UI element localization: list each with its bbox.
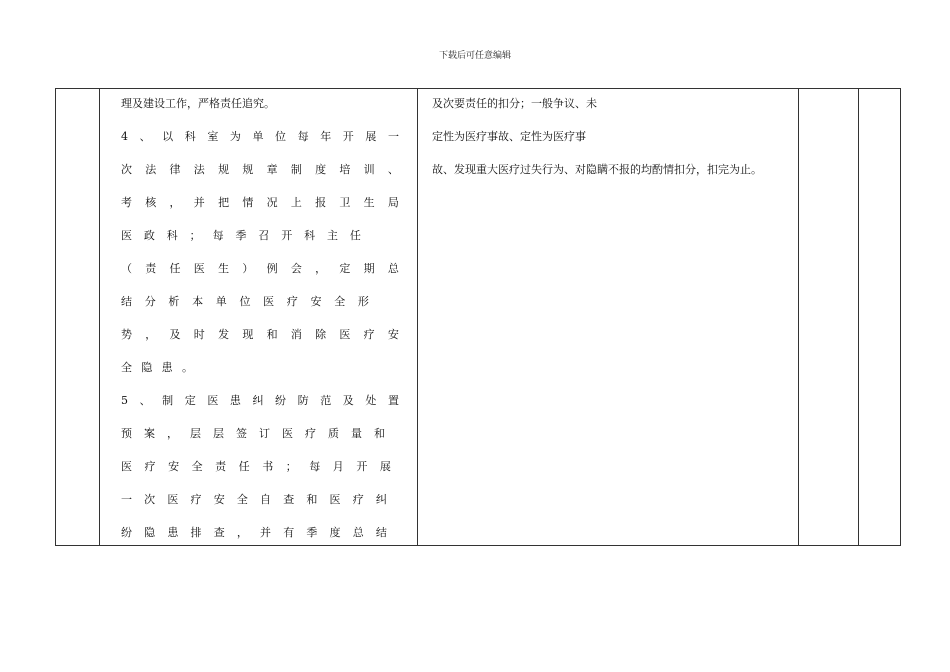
text-line bbox=[121, 527, 401, 560]
justified-text: 结 分 析 本 单 位 医 疗 安 全 形 bbox=[121, 295, 369, 308]
text-line bbox=[121, 362, 401, 395]
justified-text: 4 、 以 科 室 为 单 位 每 年 开 展 一 bbox=[121, 130, 399, 143]
justified-text: 医 政 科 ； 每 季 召 开 科 主 任 bbox=[121, 229, 361, 242]
text-line: 故、发现重大医疗过失行为、对隐瞒不报的均酌情扣分，扣完为止。 bbox=[432, 163, 762, 176]
column-divider bbox=[417, 89, 418, 545]
justified-text: 医 疗 安 全 责 任 书 ； 每 月 开 展 bbox=[121, 460, 391, 473]
column-divider bbox=[99, 89, 100, 545]
column-divider bbox=[858, 89, 859, 545]
justified-text: 纷 隐 患 排 查 ， 并 有 季 度 总 结 bbox=[121, 526, 387, 539]
text-line bbox=[121, 164, 401, 197]
text-line bbox=[121, 461, 401, 494]
justified-text: 全 隐 患 。 bbox=[121, 361, 193, 374]
justified-text: 考 核 ， 并 把 情 况 上 报 卫 生 局 bbox=[121, 196, 399, 209]
justified-text: 一 次 医 疗 安 全 自 查 和 医 疗 纠 bbox=[121, 493, 387, 506]
header-note: 下载后可任意编辑 bbox=[438, 51, 511, 61]
text-line bbox=[121, 197, 401, 230]
justified-text: 次 法 律 法 规 规 章 制 度 培 训 、 bbox=[121, 163, 399, 176]
text-line bbox=[121, 296, 401, 329]
justified-text: 5 、 制 定 医 患 纠 纷 防 范 及 处 置 bbox=[121, 394, 399, 407]
text-line bbox=[121, 230, 401, 263]
justified-text: 预 案 ， 层 层 签 订 医 疗 质 量 和 bbox=[121, 427, 385, 440]
text-line bbox=[121, 329, 401, 362]
text-line bbox=[121, 428, 401, 461]
text-line: 定性为医疗事故、定性为医疗事 bbox=[432, 130, 586, 143]
justified-text: 势 ， 及 时 发 现 和 消 除 医 疗 安 bbox=[121, 328, 399, 341]
justified-text: （ 责 任 医 生 ） 例 会 ， 定 期 总 bbox=[121, 262, 399, 275]
responsibility-cell bbox=[121, 98, 401, 560]
assessment-table bbox=[55, 88, 901, 546]
text-line bbox=[121, 263, 401, 296]
scoring-cell bbox=[432, 98, 832, 197]
text-line: 理及建设工作，严格责任追究。 bbox=[121, 97, 275, 110]
text-line bbox=[121, 395, 401, 428]
text-line: 及次要责任的扣分；一般争议、未 bbox=[432, 97, 597, 110]
text-line bbox=[121, 494, 401, 527]
text-line bbox=[121, 131, 401, 164]
